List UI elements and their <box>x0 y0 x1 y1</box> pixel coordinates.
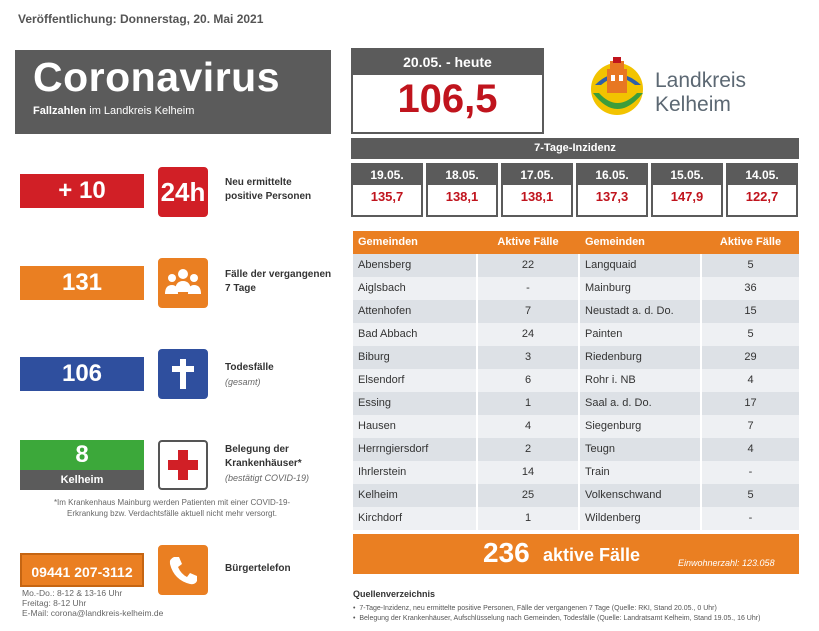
municipality-name: Langquaid <box>580 254 700 277</box>
municipality-name: Aiglsbach <box>353 277 476 300</box>
week-cases-label <box>225 268 331 296</box>
active-cases: 4 <box>702 438 799 461</box>
municipality-name: Rohr i. NB <box>580 369 700 392</box>
municipality-name: Riedenburg <box>580 346 700 369</box>
landkreis-logo <box>585 55 785 120</box>
total-active-label: aktive Fälle <box>543 545 641 565</box>
week-cases-label-line2: 7 Tage <box>225 283 256 294</box>
active-cases: 5 <box>702 254 799 277</box>
new-cases-value: + 10 <box>20 174 144 208</box>
today-incidence-box <box>351 48 544 134</box>
municipality-name: Painten <box>580 323 700 346</box>
municipality-name: Wildenberg <box>580 507 700 530</box>
medical-cross-icon <box>158 440 208 490</box>
incidence-header: 7-Tage-Inzidenz <box>351 138 799 159</box>
municipality-name: Neustadt a. d. Do. <box>580 300 700 323</box>
table-row <box>353 507 799 530</box>
source-item: • 7-Tage-Inzidenz, neu ermittelte positive Personen, Fälle der vergangenen 7 Tage (Quelle: RKI, Stand 20.05., 0 Uhr) <box>353 605 717 612</box>
municipality-name: Essing <box>353 392 476 415</box>
active-cases: 25 <box>478 484 578 507</box>
footnote-line1: *Im Krankenhaus Mainburg werden Patienten mit einer COVID-19- <box>53 498 291 507</box>
source-text: Belegung der Krankenhäuser, Aufschlüsselung nach Gemeinden, Todesfälle (Quelle: Landratsamt Kelheim, Stand 19.05., 16 Uhr) <box>359 615 761 622</box>
active-cases: - <box>478 277 578 300</box>
history-date: 17.05. <box>503 165 571 185</box>
history-value: 138,1 <box>445 189 479 204</box>
history-cell <box>726 163 798 217</box>
table-header-cell: Aktive Fälle <box>719 236 782 248</box>
source-text: 7-Tage-Inzidenz, neu ermittelte positive Personen, Fälle der vergangenen 7 Tage (Quelle: RKI, Stand 20.05., 0 Uhr) <box>359 605 717 612</box>
table-row <box>353 346 799 369</box>
hours-line2: Freitag: 8-12 Uhr <box>22 598 87 608</box>
active-cases: 2 <box>478 438 578 461</box>
hours-line1: Mo.-Do.: 8-12 & 13-16 Uhr <box>22 588 123 598</box>
new-cases-label <box>225 176 311 204</box>
deaths-note: (gesamt) <box>225 377 261 387</box>
active-cases: 7 <box>478 300 578 323</box>
contact-info <box>22 588 163 618</box>
municipality-name: Attenhofen <box>353 300 476 323</box>
active-cases: 3 <box>478 346 578 369</box>
municipality-name: Saal a. d. Do. <box>580 392 700 415</box>
phone-icon <box>158 545 208 595</box>
population-count: Einwohnerzahl: 123.058 <box>678 558 775 568</box>
24h-icon: 24h <box>158 167 208 217</box>
active-cases: 4 <box>702 369 799 392</box>
hospital-label <box>225 443 302 471</box>
history-value: 122,7 <box>745 189 779 204</box>
sources-title: Quellenverzeichnis <box>353 589 436 599</box>
total-active-box <box>353 534 799 574</box>
active-cases: 15 <box>702 300 799 323</box>
hospital-note: (bestätigt COVID-19) <box>225 473 310 483</box>
hospital-sublabel: Kelheim <box>20 470 144 490</box>
contact-email[interactable]: E-Mail: corona@landkreis-kelheim.de <box>22 608 164 618</box>
active-cases: 4 <box>478 415 578 438</box>
history-cell <box>351 163 423 217</box>
hospital-label-line2: Krankenhäuser* <box>225 458 302 469</box>
history-value: 135,7 <box>370 189 404 204</box>
municipality-name: Teugn <box>580 438 700 461</box>
municipality-name: Ihrlerstein <box>353 461 476 484</box>
table-row <box>353 254 799 277</box>
municipality-name: Kelheim <box>353 484 476 507</box>
table-row <box>353 277 799 300</box>
today-incidence-value: 106,5 <box>397 77 498 121</box>
people-group-icon <box>158 258 208 308</box>
table-header-row <box>353 231 799 254</box>
table-header-cell: Gemeinden <box>585 236 645 248</box>
table-row <box>353 484 799 507</box>
municipality-name: Bad Abbach <box>353 323 476 346</box>
active-cases: 5 <box>702 484 799 507</box>
table-row <box>353 323 799 346</box>
cross-icon <box>158 349 208 399</box>
active-cases: - <box>702 507 799 530</box>
incidence-history <box>351 163 799 217</box>
municipality-name: Biburg <box>353 346 476 369</box>
municipality-name: Mainburg <box>580 277 700 300</box>
active-cases: 7 <box>702 415 799 438</box>
municipality-name: Herrngiersdorf <box>353 438 476 461</box>
history-value: 137,3 <box>595 189 629 204</box>
active-cases: 1 <box>478 392 578 415</box>
municipality-name: Volkenschwand <box>580 484 700 507</box>
history-date: 18.05. <box>428 165 496 185</box>
table-row <box>353 438 799 461</box>
table-row <box>353 461 799 484</box>
hospital-label-line1: Belegung der <box>225 444 289 455</box>
deaths-value: 106 <box>20 357 144 391</box>
new-cases-label-line1: Neu ermittelte <box>225 177 292 188</box>
municipality-name: Abensberg <box>353 254 476 277</box>
table-row <box>353 300 799 323</box>
active-cases: 24 <box>478 323 578 346</box>
table-row <box>353 415 799 438</box>
hospital-footnote <box>22 497 322 519</box>
municipality-name: Elsendorf <box>353 369 476 392</box>
history-date: 15.05. <box>653 165 721 185</box>
municipality-name: Kirchdorf <box>353 507 476 530</box>
logo-text-line2: Kelheim <box>655 93 731 116</box>
today-header: 20.05. - heute <box>353 50 542 75</box>
active-cases: 14 <box>478 461 578 484</box>
hotline-label: Bürgertelefon <box>225 563 291 574</box>
footnote-line2: Erkrankung bzw. Verdachtsfälle aktuell nicht mehr versorgt. <box>67 509 277 518</box>
publication-date: Veröffentlichung: Donnerstag, 20. Mai 2021 <box>18 12 264 26</box>
history-date: 16.05. <box>578 165 646 185</box>
municipality-name: Siegenburg <box>580 415 700 438</box>
history-value: 138,1 <box>520 189 554 204</box>
title-banner <box>15 50 331 134</box>
subtitle-bold: Fallzahlen <box>33 105 87 117</box>
history-cell <box>651 163 723 217</box>
history-value: 147,9 <box>670 189 704 204</box>
history-cell <box>501 163 573 217</box>
active-cases: 17 <box>702 392 799 415</box>
active-cases: 1 <box>478 507 578 530</box>
active-cases: 22 <box>478 254 578 277</box>
castle-logo-icon <box>585 55 653 117</box>
hospital-value: 8 <box>20 440 144 470</box>
subtitle-rest: im Landkreis Kelheim <box>86 105 195 117</box>
table-header-cell: Gemeinden <box>358 236 418 248</box>
history-date: 14.05. <box>728 165 796 185</box>
hotline-number[interactable]: 09441 207-3112 <box>20 553 144 587</box>
active-cases: 29 <box>702 346 799 369</box>
active-cases: 5 <box>702 323 799 346</box>
municipality-name: Train <box>580 461 700 484</box>
week-cases-label-line1: Fälle der vergangenen <box>225 269 332 280</box>
page-subtitle <box>33 105 194 117</box>
table-header-cell: Aktive Fälle <box>497 236 559 248</box>
history-cell <box>576 163 648 217</box>
active-cases: - <box>702 461 799 484</box>
source-item: • Belegung der Krankenhäuser, Aufschlüsselung nach Gemeinden, Todesfälle (Quelle: Landratsamt Kelheim, Stand 19.05., 16 Uhr) <box>353 615 761 622</box>
active-cases: 36 <box>702 277 799 300</box>
new-cases-label-line2: positive Personen <box>225 191 312 202</box>
history-cell <box>426 163 498 217</box>
municipality-name: Hausen <box>353 415 476 438</box>
table-row <box>353 392 799 415</box>
logo-text-line1: Landkreis <box>655 69 747 92</box>
page-title: Coronavirus <box>33 54 280 100</box>
history-date: 19.05. <box>353 165 421 185</box>
deaths-label: Todesfälle <box>225 362 274 373</box>
table-row <box>353 369 799 392</box>
active-cases: 6 <box>478 369 578 392</box>
week-cases-value: 131 <box>20 266 144 300</box>
total-active-number: 236 <box>483 537 530 568</box>
